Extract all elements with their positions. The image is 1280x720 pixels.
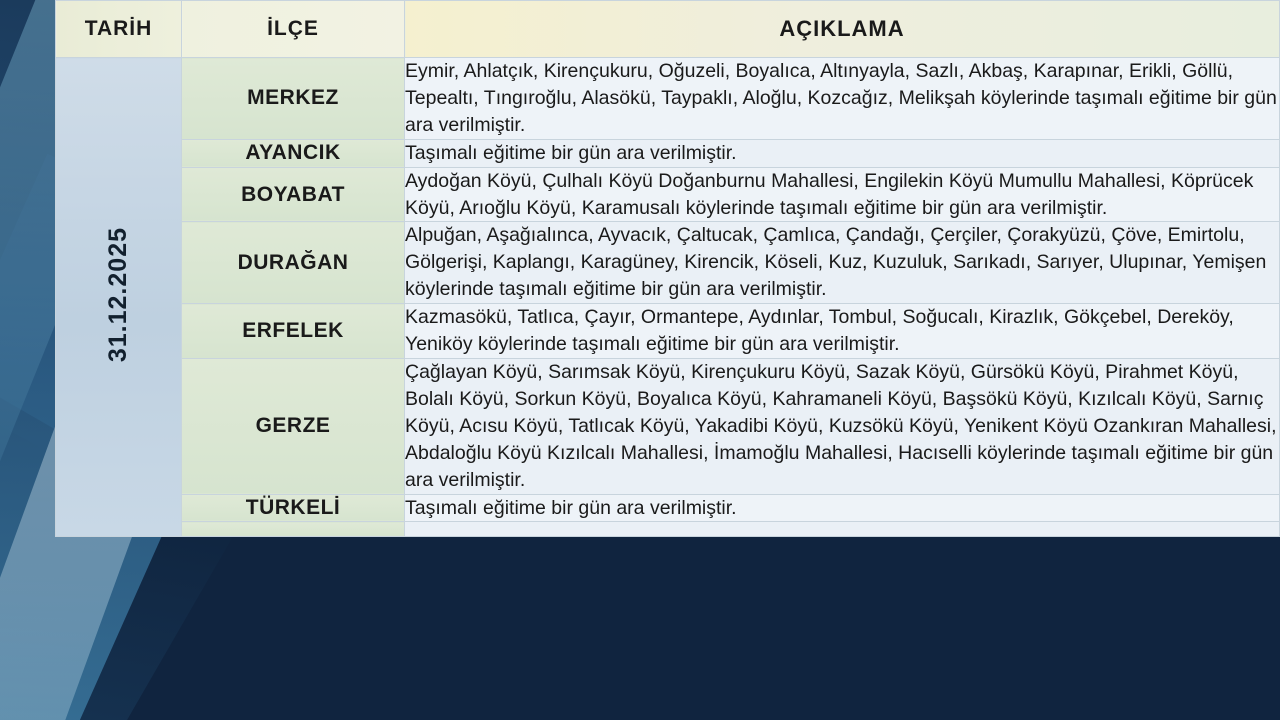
table-row: [56, 494, 1280, 522]
district-cell-merkez: MERKEZ: [182, 58, 405, 140]
table-row: [56, 58, 1280, 140]
table-row: [56, 304, 1280, 359]
table-body: [56, 58, 1280, 537]
table-row: [56, 139, 1280, 167]
district-cell-boyabat: BOYABAT: [182, 167, 405, 222]
schedule-table: [55, 0, 1280, 537]
table-row: [56, 222, 1280, 304]
date-cell: [56, 58, 182, 537]
description-cell-merkez: Eymir, Ahlatçık, Kirençukuru, Oğuzeli, Boyalıca, Altınyayla, Sazlı, Akbaş, Karapınar, Erikli, Göllü, Tepealtı, Tıngıroğlu, Alasökü, Taypaklı, Aloğlu, Kozcağız, Melikşah köylerinde taşımalı eğitime bir gün ara verilmiştir.: [405, 58, 1280, 140]
description-cell-ayancik: Taşımalı eğitime bir gün ara verilmiştir.: [405, 139, 1280, 167]
description-cell-turkeli: Taşımalı eğitime bir gün ara verilmiştir.: [405, 494, 1280, 522]
table-row: [56, 358, 1280, 494]
table-header-row: [56, 1, 1280, 58]
description-cell-gerze: Çağlayan Köyü, Sarımsak Köyü, Kirençukuru Köyü, Sazak Köyü, Gürsökü Köyü, Pirahmet Köyü, Bolalı Köyü, Sorkun Köyü, Boyalıca Köyü, Kahramaneli Köyü, Başsökü Köyü, Kızılcalı Köyü, Sarnıç Köyü, Acısu Köyü, Tatlıcak Köyü, Yakadibi Köyü, Kuzsökü Köyü, Yenikent Köyü Ozankıran Mahallesi, Abdaloğlu Köyü Kızılcalı Mahallesi, İmamoğlu Mahallesi, Hacıselli köylerinde taşımalı eğitime bir gün ara verilmiştir.: [405, 358, 1280, 494]
district-cell-next: [182, 522, 405, 537]
column-header-date: TARİH: [56, 1, 182, 58]
column-header-district: İLÇE: [182, 1, 405, 58]
column-header-description: AÇIKLAMA: [405, 1, 1280, 58]
table-row: [56, 167, 1280, 222]
district-cell-duragan: DURAĞAN: [182, 222, 405, 304]
district-cell-ayancik: AYANCIK: [182, 139, 405, 167]
description-cell-erfelek: Kazmasökü, Tatlıca, Çayır, Ormantepe, Aydınlar, Tombul, Soğucalı, Kirazlık, Gökçebel, Dereköy, Yeniköy köylerinde taşımalı eğitime bir gün ara verilmiştir.: [405, 304, 1280, 359]
district-cell-gerze: GERZE: [182, 358, 405, 494]
description-cell-duragan: Alpuğan, Aşağıalınca, Ayvacık, Çaltucak, Çamlıca, Çandağı, Çerçiler, Çorakyüzü, Çöve, Emirtolu, Gölgerişi, Kaplangı, Karagüney, Kirencik, Köseli, Kuz, Kuzuluk, Sarıkadı, Sarıyer, Ulupınar, Yemişen köylerinde taşımalı eğitime bir gün ara verilmiştir.: [405, 222, 1280, 304]
schedule-table-container: [55, 0, 1280, 720]
district-cell-erfelek: ERFELEK: [182, 304, 405, 359]
table-row: [56, 522, 1280, 537]
date-value: 31.12.2025: [104, 227, 132, 363]
table-header: [56, 1, 1280, 58]
description-cell-boyabat: Aydoğan Köyü, Çulhalı Köyü Doğanburnu Mahallesi, Engilekin Köyü Mumullu Mahallesi, Köprücek Köyü, Arıoğlu Köyü, Karamusalı köylerinde taşımalı eğitime bir gün ara verilmiştir.: [405, 167, 1280, 222]
district-cell-turkeli: TÜRKELİ: [182, 494, 405, 522]
description-cell-next: [405, 522, 1280, 537]
